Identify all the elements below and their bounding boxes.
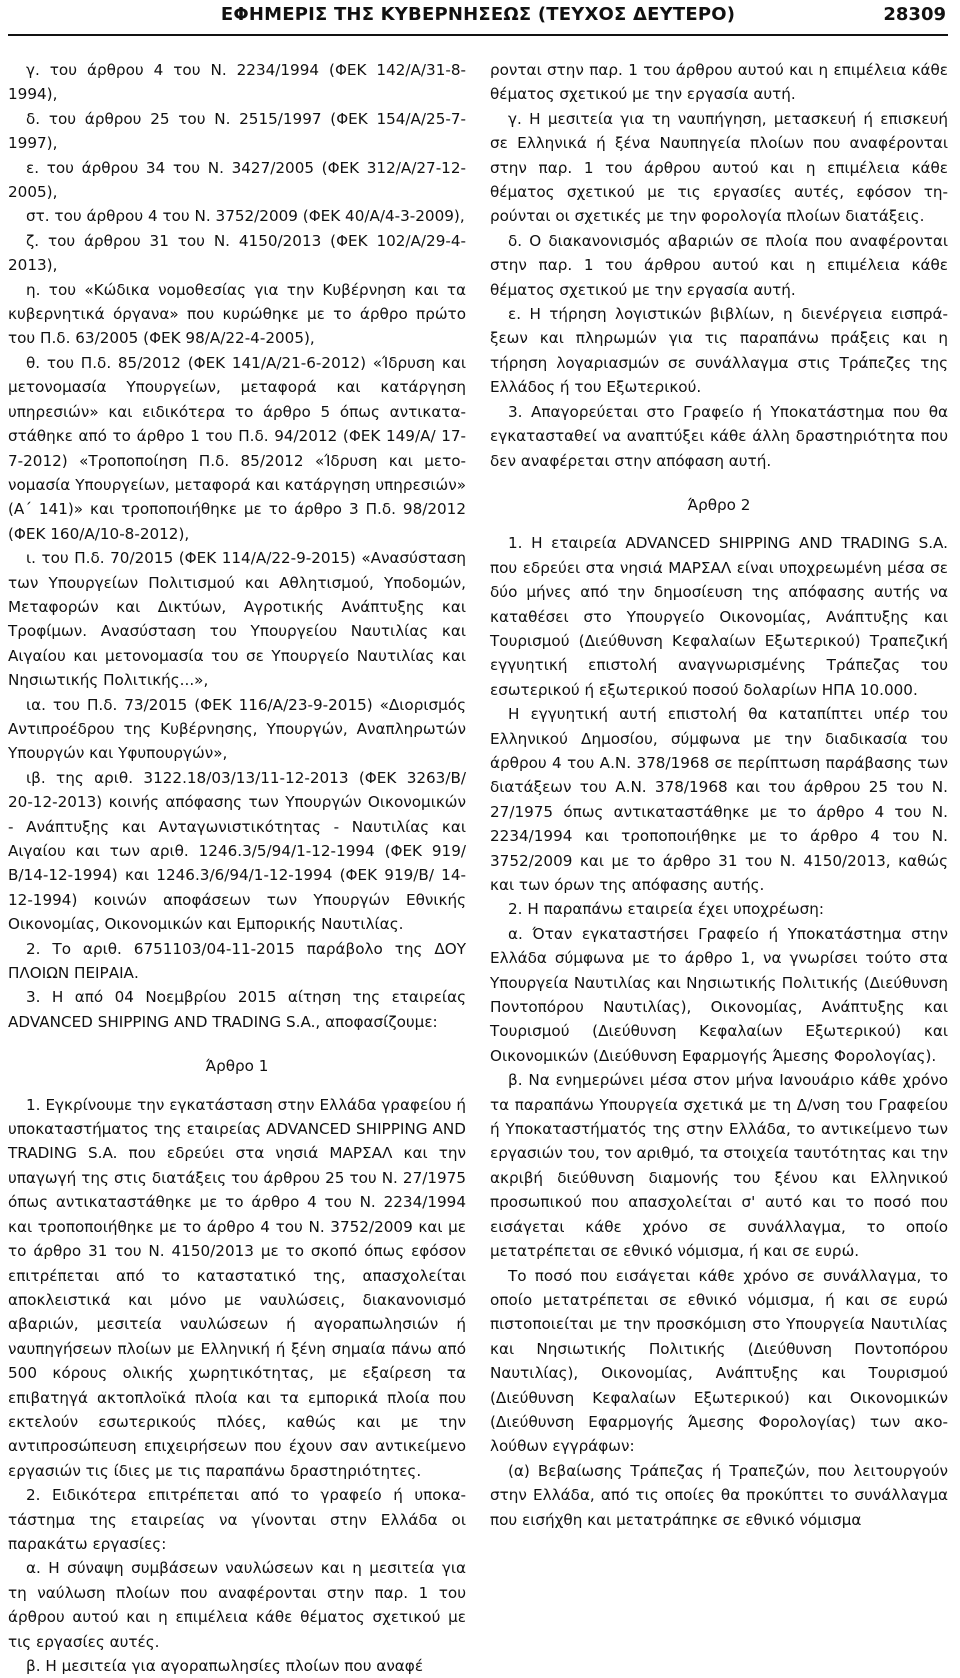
paragraph: 1. Η εταιρεία ADVANCED SHIPPING AND TRADING S.A. που εδρεύει στα νησιά ΜΑΡΣΑΛ είναι υποχρεωμένη μέσα σε δύο μήνες από την δημοσίευση της απόφασης αυτής να καταθέσει στο Υπουργείο Οικονομίας, Ανάπτυξης και Τουρισμού (Διεύθυνση Κεφαλαίων Εξωτερικού) Τραπεζική εγγυητική επιστολή αναγνωρισμένης Τράπεζας του εσωτερικού ή εξωτερικού ποσού δολαρίων ΗΠΑ 10.000.	[490, 534, 948, 699]
paragraph: ι. του Π.δ. 70/2015 (ΦΕΚ 114/Α/22-9-2015) «Ανασύσταση των Υπουργείων Πολιτισμού και Αθλητισμού, Υποδομών, Μεταφορών και Δικτύων, Αγροτικής Ανάπτυξης και Τροφίμων. Ανασύσταση του Υπουργείου Ναυτιλίας και Αιγαίου και μετονομασία του σε Υπουργείο Ναυτιλίας και Νησιωτικής Πολιτικής...»,	[8, 549, 466, 690]
page-number: 28309	[883, 4, 946, 25]
paragraph: ζ. του άρθρου 31 του Ν. 4150/2013 (ΦΕΚ 102/Α/29-4-2013),	[8, 231, 466, 275]
paragraph: Το ποσό που εισάγεται κάθε χρόνο σε συνάλλαγμα, το οποίο μετατρέπεται σε εθνικό νόμισμα, ή και σε ευρώ πιστοποιείται με την προσκόμιση στο Υπουργεία Ναυτιλίας και Νησιωτικής Πολιτικής (Διεύθυνση Ποντοπόρου Ναυτιλίας), Οικονομίας, Ανάπτυξης και Τουρισμού (Διεύθυνση Κεφαλαίων Εξωτερικού) και Οικονομικών (Διεύθυνση Εφαρμογής Άμεσης Φορολογίας) των ακολούθων εγγράφων:	[490, 1266, 948, 1456]
paragraph: ια. του Π.δ. 73/2015 (ΦΕΚ 116/Α/23-9-2015) «Διορισμός Αντιπροέδρου της Κυβέρνησης, Υπουργών, Αναπληρωτών Υπουργών και Υφυπουργών»,	[8, 695, 466, 763]
paragraph: 2. Το αριθ. 6751103/04-11-2015 παράβολο της ΔΟΥ ΠΛΟΙΩΝ ΠΕΙΡΑΙΑ.	[8, 939, 466, 983]
paragraph: δ. Ο διακανονισμός αβαριών σε πλοία που αναφέρονται στην παρ. 1 του άρθρου αυτού και η επιμέλεια κάθε θέματος σχετικού με την εργασία αυτή.	[490, 231, 948, 299]
paragraph: 2. Ειδικότερα επιτρέπεται από το γραφείο ή υποκατάστημα της εταιρείας να γίνονται στην Ελλάδα οι παρακάτω εργασίες:	[8, 1486, 466, 1553]
paragraph: γ. Η μεσιτεία για τη ναυπήγηση, μετασκευή ή επισκευή σε Ελληνικά ή ξένα Ναυπηγεία πλοίων που αναφέρονται στην παρ. 1 του άρθρου αυτού και η επιμέλεια κάθε θέματος σχετικού με τις εργασίες αυτές, εφόσον τηρούνται οι σχετικές με την φορολογία πλοίων διατάξεις.	[490, 109, 948, 226]
paragraph: 1. Εγκρίνουμε την εγκατάσταση στην Ελλάδα γραφείου ή υποκαταστήματος της εταιρείας ADVANCED SHIPPING AND TRADING S.A. που εδρεύει στα νησιά ΜΑΡΣΑΛ και την υπαγωγή της στις διατάξεις του άρθρου 25 του Ν. 27/1975 όπως αντικαταστάθηκε με το άρθρο 4 του Ν. 2234/1994 και τροποποιήθηκε με το άρθρο 4 του Ν. 3752/2009 και με το άρθρο 31 του Ν. 4150/2013 με το σκοπό όπως εφόσον επιτρέπεται από το καταστατικό της, απασχολείται αποκλειστικά και μόνο με ναυλώσεις, διακανονισμό αβαριών, μεσιτεία ναυλώσεων ή αγοραπωλησιών ή ναυπηγήσεων πλοίων με Ελληνική ή ξένη σημαία πάνω από 500 κόρους ολικής χωρητικότητας, με εξαίρεση τα επιβατηγά ακτοπλοϊκά πλοία και τα εμπορικά πλοία που εκτελούν εσωτερικούς πλόες, καθώς και με την αντιπροσώπευση επιχειρήσεων που έχουν σαν αντικείμενο εργασιών τις ίδιες με τις παραπάνω δραστηριότητες.	[8, 1095, 466, 1480]
paragraph: Η εγγυητική αυτή επιστολή θα καταπίπτει υπέρ του Ελληνικού Δημοσίου, σύμφωνα με την διαδικασία του άρθρου 4 του Α.Ν. 378/1968 σε περίπτωση παράβασης των διατάξεων του Α.Ν. 378/1968 και του άρθρου 25 του Ν. 27/1975 όπως αντικαταστάθηκε με το άρθρο 4 του Ν. 2234/1994 και τροποποιήθηκε με το άρθρο 4 του Ν. 3752/2009 και με το άρθρο 31 του Ν. 4150/2013, καθώς και των όρων της απόφασης αυτής.	[490, 705, 948, 894]
text-columns	[8, 58, 948, 1678]
paragraph: 3. Η από 04 Νοεμβρίου 2015 αίτηση της εταιρείας ADVANCED SHIPPING AND TRADING S.A., αποφασίζουμε:	[8, 988, 466, 1031]
paragraph: δ. του άρθρου 25 του Ν. 2515/1997 (ΦΕΚ 154/Α/25-7-1997),	[8, 109, 466, 153]
gazette-title: ΕΦΗΜΕΡΙΣ ΤΗΣ ΚΥΒΕΡΝΗΣΕΩΣ (ΤΕΥΧΟΣ ΔΕΥΤΕΡΟ)	[220, 4, 736, 25]
paragraph: (α) Βεβαίωσης Τράπεζας ή Τραπεζών, που λειτουργούν στην Ελλάδα, από τις οποίες θα προκύπτει το συνάλλαγμα που εισήχθη και μετατράπηκε σε εθνικό νόμισμα	[490, 1461, 948, 1529]
paragraph: ε. του άρθρου 34 του Ν. 3427/2005 (ΦΕΚ 312/Α/27-12-2005),	[8, 158, 466, 202]
right-column	[490, 58, 948, 1678]
paragraph: α. Όταν εγκαταστήσει Γραφείο ή Υποκατάστημα στην Ελλάδα σύμφωνα με το άρθρο 1, να γνωρίσει τούτο στα Υπουργεία Ναυτιλίας και Νησιωτικής Πολιτικής (Διεύθυνση Ποντοπόρου Ναυτιλίας), Οικονομίας, Ανάπτυξης και Τουρισμού (Διεύθυνση Κεφαλαίων Εξωτερικού) και Οικονομικών (Διεύθυνση Εφαρμογής Άμεσης Φορολογίας).	[490, 924, 948, 1065]
paragraph: θ. του Π.δ. 85/2012 (ΦΕΚ 141/Α/21-6-2012) «Ίδρυση και μετονομασία Υπουργείων, μεταφορά και κατάργηση υπηρεσιών» και ειδικότερα το άρθρο 5 όπως αντικαταστάθηκε από το άρθρο 1 του Π.δ. 94/2012 (ΦΕΚ 149/Α/ 17-7-2012) «Τροποποίηση Π.δ. 85/2012 «Ίδρυση και μετονομασία Υπουργείων, μεταφορά και κατάργηση υπηρεσιών» (Α΄ 141)» και τροποποιήθηκε με το άρθρο 3 Π.δ. 98/2012 (ΦΕΚ 160/Α/10-8-2012),	[8, 353, 466, 543]
paragraph: β. Η μεσιτεία για αγοραπωλησίες πλοίων που αναφέ	[26, 1657, 424, 1675]
paragraph: β. Να ενημερώνει μέσα στον μήνα Ιανουάριο κάθε χρόνο τα παραπάνω Υπουργεία σχετικά με τη Δ/νση του Γραφείου ή Υποκαταστήματός της στην Ελλάδα, το αντικείμενο των εργασιών του, τον αριθμό, τα στοιχεία ταυτότητας και την ακριβή διεύθυνση διαμονής του ξένου και Ελληνικού προσωπικού που απασχολείται σ' αυτό και το ποσό που εισάγεται κάθε χρόνο σε συνάλλαγμα, το οποίο μετατρέπεται σε εθνικό νόμισμα, ή και σε ευρώ.	[490, 1071, 948, 1261]
paragraph: στ. του άρθρου 4 του Ν. 3752/2009 (ΦΕΚ 40/Α/4-3-2009),	[26, 207, 465, 226]
page-header	[8, 0, 948, 36]
paragraph: γ. του άρθρου 4 του Ν. 2234/1994 (ΦΕΚ 142/Α/31-8-1994),	[8, 61, 466, 104]
article-2-heading: Άρθρο 2	[687, 495, 751, 514]
paragraph: 3. Απαγορεύεται στο Γραφείο ή Υποκατάστημα που θα εγκατασταθεί να αναπτύξει κάθε άλλη δραστηριότητα που δεν αναφέρεται στην απόφαση αυτή.	[490, 402, 948, 470]
paragraph: ιβ. της αριθ. 3122.18/03/13/11-12-2013 (ΦΕΚ 3263/Β/ 20-12-2013) κοινής απόφασης των Υπουργών Οικονομικών - Ανάπτυξης και Ανταγωνιστικότητας - Ναυτιλίας και Αιγαίου και των αριθ. 1246.3/5/94/1-12-1994 (ΦΕΚ 919/Β/14-12-1994) και 1246.3/6/94/1-12-1994 (ΦΕΚ 919/Β/ 14-12-1994) κοινών αποφάσεων των Υπουργών Εθνικής Οικονομίας, Οικονομικών και Εμπορικής Ναυτιλίας.	[8, 768, 466, 934]
paragraph: α. Η σύναψη συμβάσεων ναυλώσεων και η μεσιτεία για τη ναύλωση πλοίων που αναφέρονται στην παρ. 1 του άρθρου αυτού και η επιμέλεια κάθε θέματος σχετικού με τις εργασίες αυτές.	[8, 1559, 466, 1651]
paragraph: 2. Η παραπάνω εταιρεία έχει υποχρέωση:	[508, 900, 824, 919]
left-column	[8, 58, 466, 1678]
paragraph: ε. Η τήρηση λογιστικών βιβλίων, η διενέργεια εισπράξεων και πληρωμών για τις παραπάνω πράξεις και η τήρηση λογαριασμών σε συνάλλαγμα στις Τράπεζες της Ελλάδος ή του Εξωτερικού.	[490, 305, 948, 397]
article-1-heading: Άρθρο 1	[205, 1057, 269, 1076]
paragraph: ρονται στην παρ. 1 του άρθρου αυτού και η επιμέλεια κάθε θέματος σχετικού με την εργασία αυτή.	[490, 61, 948, 104]
paragraph: η. του «Κώδικα νομοθεσίας για την Κυβέρνηση και τα κυβερνητικά όργανα» που κυρώθηκε με το άρθρο πρώτο του Π.δ. 63/2005 (ΦΕΚ 98/Α/22-4-2005),	[8, 280, 466, 348]
